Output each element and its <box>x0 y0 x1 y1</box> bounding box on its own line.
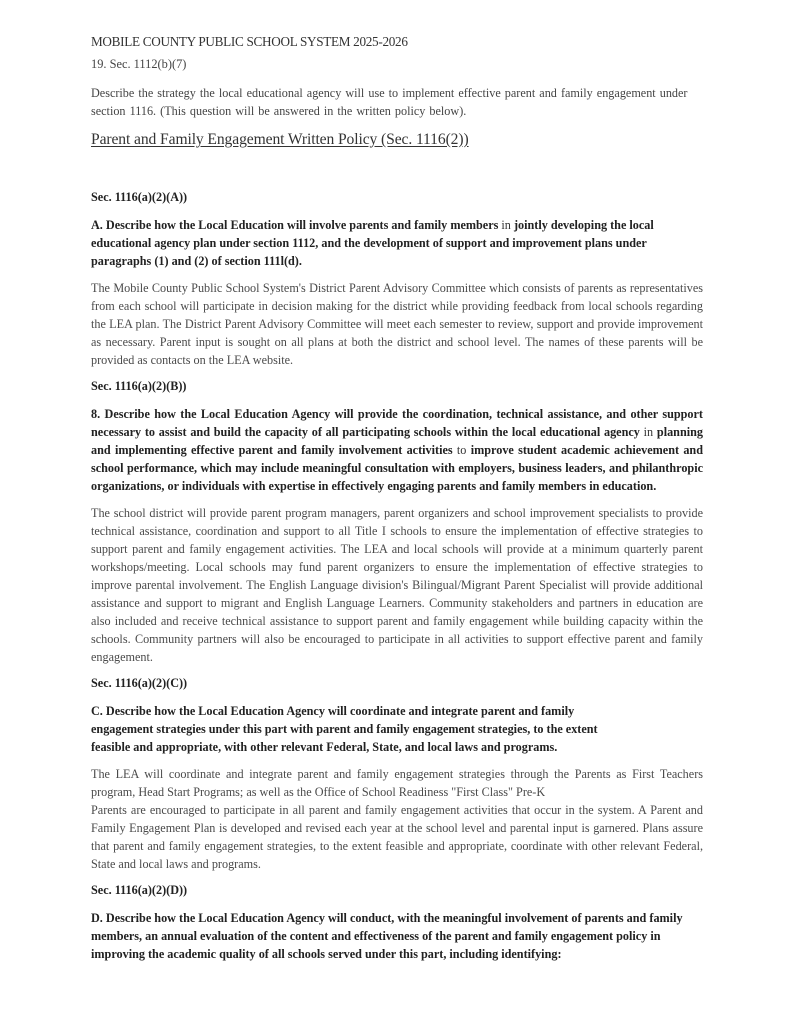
section-b-label: Sec. 1116(a)(2)(B)) <box>91 379 187 393</box>
section-d-question: D. Describe how the Local Education Agency will conduct, with the meaningful involvement of parents and family members, an annual evaluation of the content and effectiveness of the parent and family engagement policy in improving the academic quality of all schools served under this part, including identifying: <box>91 911 683 961</box>
section-a-answer: The Mobile County Public School System's District Parent Advisory Committee which consists of parents as representatives from each school will participate in decision making for the district while providing feedback from local schools regarding the LEA plan. The District Parent Advisory Committee will meet each semester to review, support and provide improvement as necessary. Parent input is sought on all plans at both the district and school level. The names of these parents will be provided as contacts on the LEA website. <box>91 281 703 367</box>
question-text: planning and implementing effective parent and family involvement activities <box>91 425 703 457</box>
section-b-answer: The school district will provide parent program managers, parent organizers and school improvement specialists to provide technical assistance, coordination and support to all Title I schools to ensure the implementation of effective strategies to support parent and family engagement activities. The LEA and local schools will provide at a minimum quarterly parent workshops/meeting. Local schools may fund parent organizers to ensure the implementation of effective strategies to improve parental involvement. The English Language division's Bilingual/Migrant Parent Specialist will provide additional assistance and support to migrant and English Language Learners. Community stakeholders and partners in education are also included and receive technical assistance to support parent and family engagement while building capacity within the schools. Community partners will also be encouraged to participate in all activities to support effective parent and family engagement. <box>91 506 703 664</box>
document-page <box>91 34 703 972</box>
section-c-question <box>91 702 703 756</box>
question-text: jointly developing the local educational agency plan under section 1112, and the development of support and improvement plans under paragraphs (1) and (2) of section 111l(d). <box>91 218 654 268</box>
question-text: A. Describe how the Local Education will involve parents and family members <box>91 218 502 232</box>
document-header: MOBILE COUNTY PUBLIC SCHOOL SYSTEM 2025-2026 <box>91 34 408 49</box>
section-a-label: Sec. 1116(a)(2)(A)) <box>91 190 188 204</box>
question-line: C. Describe how the Local Education Agency will coordinate and integrate parent and family <box>91 704 575 718</box>
section-a-question <box>91 216 703 270</box>
section-d-label: Sec. 1116(a)(2)(D)) <box>91 883 188 897</box>
answer-paragraph: Parents are encouraged to participate in all parent and family engagement activities that occur in the system. A Parent and Family Engagement Plan is developed and revised each year at the school level and parental input is garnered. Plans assure that parent and family engagement strategies, to the extent feasible and appropriate, coordinate with other relevant Federal, State and local laws and programs. <box>91 803 703 871</box>
policy-title: Parent and Family Engagement Written Policy (Sec. 1116(2)) <box>91 131 469 148</box>
section-b-question <box>91 405 703 495</box>
question-text: 8. Describe how the Local Education Agency will provide the coordination, technical assistance, and other support necessary to assist and build the capacity of all participating schools within the local educational agency <box>91 407 703 439</box>
question-text: in <box>643 425 657 439</box>
answer-paragraph: The LEA will coordinate and integrate parent and family engagement strategies through the Parents as First Teachers program, Head Start Programs; as well as the Office of School Readiness "First Class" Pre-K <box>91 767 703 799</box>
question-text: to <box>456 443 471 457</box>
section-c-label: Sec. 1116(a)(2)(C)) <box>91 676 188 690</box>
question-line: engagement strategies under this part with parent and family engagement strategies, to the extent <box>91 722 598 736</box>
section-number: 19. Sec. 1112(b)(7) <box>91 57 187 71</box>
question-line: feasible and appropriate, with other relevant Federal, State, and local laws and programs. <box>91 740 558 754</box>
question-text: improve student academic achievement and school performance, which may include meaningful consultation with employers, business leaders, and philanthropic organizations, or individuals with expertise in effectively engaging parents and family members in education. <box>91 443 703 493</box>
section-c-answer <box>91 765 703 873</box>
question-text: in <box>501 218 514 232</box>
intro-paragraph: Describe the strategy the local educational agency will use to implement effective parent and family engagement under section 1116. (This question will be answered in the written policy below). <box>91 86 688 118</box>
